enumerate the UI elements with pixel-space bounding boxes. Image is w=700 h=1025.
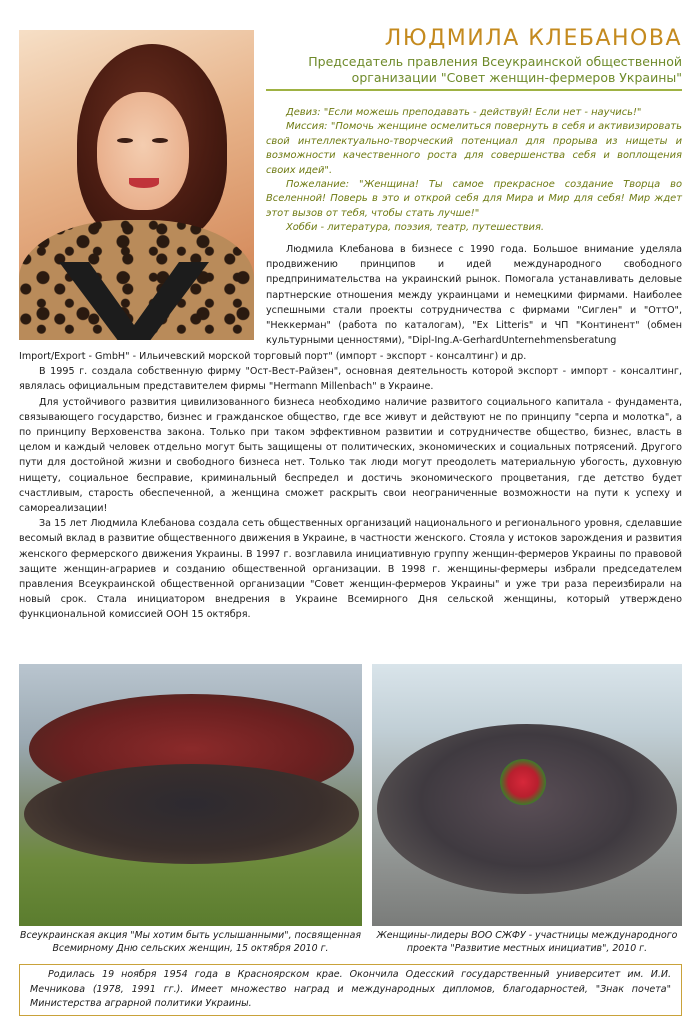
motto-mission: Миссия: "Помочь женщине осмелиться повернуть в себя и активизировать свой интеллектуально-творческий потенциал для прорыва из нищеты и возможности качественного роста для совершенства себя и воплощения своих идей".	[266, 121, 682, 176]
motto-deviz: Девиз: "Если можешь преподавать - действуй! Если нет - научись!"	[286, 107, 642, 118]
bio-box: Родилась 19 ноября 1954 года в Красноярском крае. Окончила Одесский государственный университет им. И.И. Мечникова (1978, 1991 гг.). Имеет множество наград и международных дипломов, благодарностей, "Знак почета" Министерства аграрной политики Украины.	[19, 964, 682, 1016]
body-paragraph-2: Для устойчивого развития цивилизованного бизнеса необходимо наличие развитого социального капитала - фундамента, связывающего государство, бизнес и гражданское общество, где все живут и действуют не по принципу "серпа и молотка", а по принципу Верховенства закона. Только при таком эффективном развитии и сотрудничестве общество, бизнес, власть в целом и каждый человек отдельно могут быть защищены от политических, экономических и социальных потрясений. Другого пути для достойной жизни и свободного бизнеса нет. Только так люди могут преодолеть материальную убогость, духовную нищету, социальное бесправие, криминальный беспредел и достичь экономического процветания, где детство будет счастливым, старость обеспеченной, а женщина сможет раскрыть свои неограниченные возможности на пути к успеху и самореализации!	[19, 396, 682, 515]
portrait-eye-left	[117, 138, 133, 143]
photo-caption-right: Женщины-лидеры ВОО СЖФУ - участницы международного проекта "Развитие местных инициатив", 2010 г.	[376, 930, 678, 954]
header-divider	[266, 89, 682, 91]
position-line-1: Председатель правления Всеукраинской общественной	[308, 54, 682, 69]
portrait-face	[97, 92, 189, 210]
motto-hobby: Хобби - литература, поэзия, театр, путешествия.	[286, 222, 545, 234]
body-paragraph-1: В 1995 г. создала собственную фирму "Ост-Вест-Райзен", основная деятельность которой экспорт - импорт - консалтинг, являлась официальным представителем фирмы "Hermann Millenbach" в Украине.	[19, 366, 682, 393]
group-photo-right	[372, 664, 682, 926]
position-title	[282, 54, 682, 86]
photo-crowd	[377, 724, 677, 894]
portrait-photo	[19, 30, 254, 340]
group-photo-left	[19, 664, 362, 926]
position-line-2: организации "Совет женщин-фермеров Украины"	[351, 70, 682, 85]
photo-caption-left: Всеукраинская акция "Мы хотим быть услышанными", посвященная Всемирному Дню сельских женщин, 15 октября 2010 г.	[20, 930, 361, 954]
article-body	[19, 349, 682, 623]
body-paragraph-0: Import/Export - GmbH" - Ильичевский морской торговый порт" (импорт - экспорт - консалтинг) и др.	[19, 351, 527, 362]
portrait-lips	[129, 178, 159, 188]
flower-bouquet	[500, 759, 546, 805]
motto-wish: Пожелание: "Женщина! Ты самое прекрасное создание Творца во Вселенной! Поверь в это и открой себя для Мира и Мир для себя! Мир ждет этот вызов от тебя, чтобы стать лучше!"	[266, 179, 682, 219]
intro-paragraph: Людмила Клебанова в бизнесе с 1990 года. Большое внимание уделяла продвижению принципов и идей международного свободного предпринимательства на украинский рынок. Помогала устанавливать деловые партнерские отношения между украинцами и немецкими фирмами. Наиболее успешными стали проекты сотрудничества с фирмами "Сиглен" и "ОттО", "Неккерман" (работа по каталогам), "Ex Litteris" и ЧП "Континент" (обмен культурными ценностями), "Dipl-Ing.A-GerhardUnternehmensberatung	[266, 244, 682, 347]
motto-block	[266, 106, 682, 236]
page-title: ЛЮДМИЛА КЛЕБАНОВА	[384, 26, 682, 51]
body-paragraph-3: За 15 лет Людмила Клебанова создала сеть общественных организаций национального и регионального уровня, сделавшие весомый вклад в развитие общественного движения в Украине, в частности женского. Стояла у истоков зарождения и развития женского фермерского движения Украины. В 1997 г. возглавила инициативную группу женщин-фермеров Украины по правовой защите женщин-аграриев и созданию общественной организации. В 1998 г. женщины-фермеры избрали председателем правления Всеукраинской общественной организации "Совет женщин-фермеров Украины" и уже три раза переизбирали на новый срок. Стала инициатором внедрения в Украине Всемирного Дня сельской женщины, который утверждено функциональной комиссией ООН 15 октября.	[19, 518, 682, 621]
photo-crowd-front	[24, 764, 359, 864]
portrait-eye-right	[152, 138, 168, 143]
